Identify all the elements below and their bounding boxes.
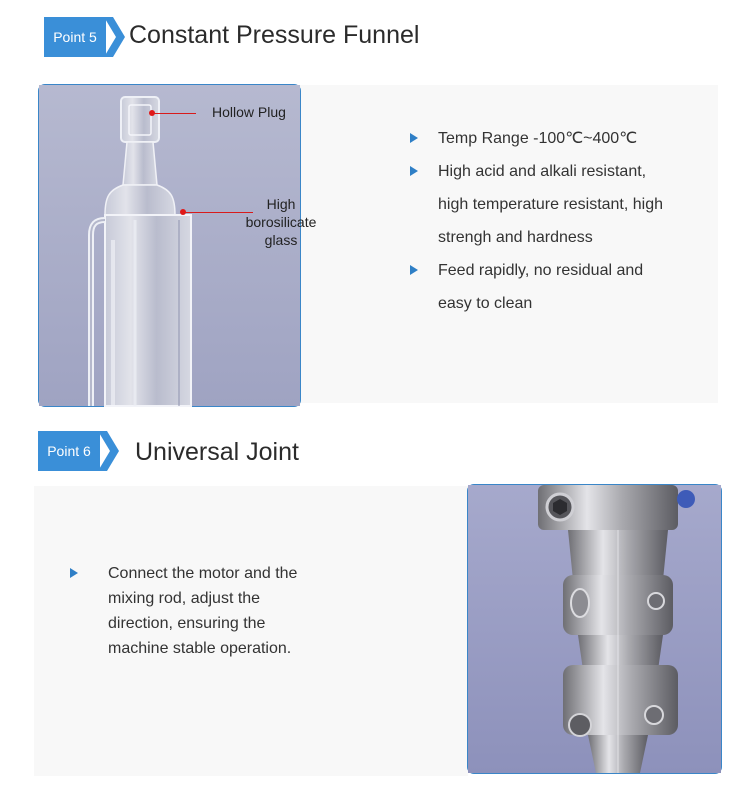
feature-feed: Feed rapidly, no residual and easy to clean	[438, 262, 644, 312]
hollow-plug-label: Hollow Plug	[212, 104, 286, 120]
universal-joint-description: Connect the motor and the mixing rod, adjust the direction, ensuring the machine stable operation.	[108, 565, 298, 657]
feature-temp-range: Temp Range -100℃~400℃	[438, 130, 638, 147]
feature-resistance: High acid and alkali resistant, high temperature resistant, high strengh and hardness	[438, 163, 664, 246]
point-6-badge	[38, 431, 120, 471]
triangle-bullet-icon	[70, 568, 78, 578]
point-6-badge-label: Point 6	[38, 431, 100, 471]
universal-joint-illustration	[468, 485, 721, 773]
section-5-title: Constant Pressure Funnel	[129, 21, 420, 49]
plug-leader-line	[154, 113, 196, 114]
universal-joint-image	[467, 484, 722, 774]
point-5-badge	[44, 17, 124, 57]
triangle-bullet-icon	[410, 166, 418, 176]
triangle-bullet-icon	[410, 265, 418, 275]
funnel-image	[38, 84, 317, 407]
section-6-title: Universal Joint	[135, 438, 299, 466]
glass-label: High borosilicate glass	[245, 196, 317, 248]
point-5-badge-label: Point 5	[44, 17, 106, 57]
chevron-right-icon	[98, 431, 120, 471]
triangle-bullet-icon	[410, 133, 418, 143]
chevron-right-icon	[104, 17, 126, 57]
